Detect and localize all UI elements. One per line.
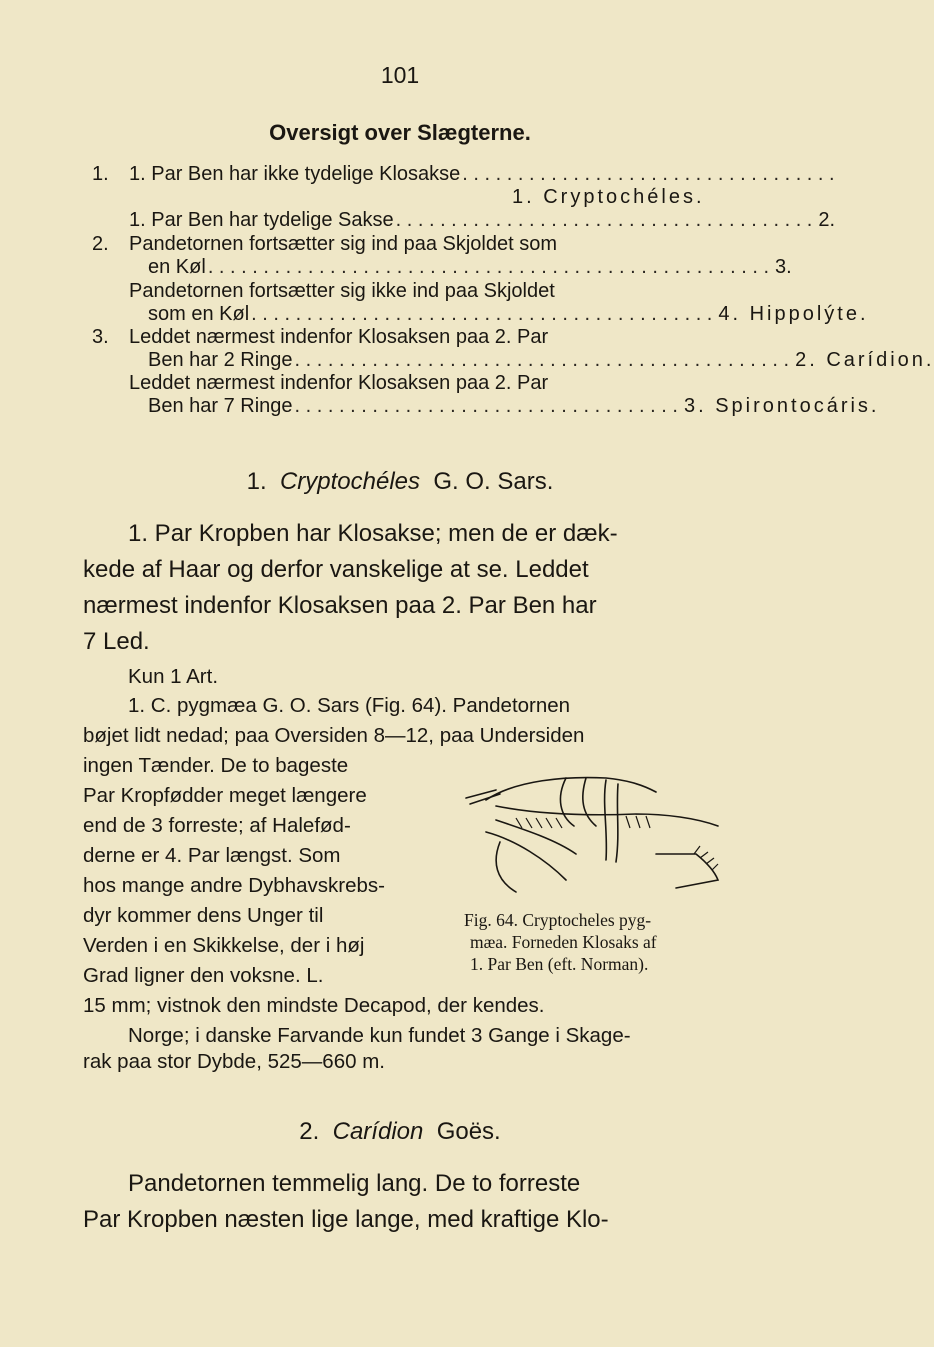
book-page: 101 Oversigt over Slægterne. 1. 1. Par Ben har ikke tydelige Klosakse . . . . . . . . . . . . . . . . . . . . . . . . . . . . . . . . . . 1. Cryptochéles. 1. Par Ben har tydelige Sakse . . . . . . . . . . . . . . . . . . . . . . . . . . . . . . . . . . . . . . 2. 2. Pandetornen fortsætter sig ind paa Skjoldet som en Køl . . . . . . . . . . . . . . . . . . . . . . . . . . . . . . . . . . . . . . . . . . . . . . . . . . . 3. Pandetornen fortsætter sig ikke ind paa Skjoldet som en Køl . . . . . . . . . . . . . . . . . . . . . . . . . . . . . . . . . . . . . . . . . . 4. Hippolýte. 3. Leddet nærmest indenfor Klosaksen paa 2. Par Ben har 2 Ringe . . . . . . . . . . . . . . . . . . . . . . . . . . . . . . . . . . . . . . . . . . . . . 2. Carídion. Leddet nærmest indenfor Klosaksen paa 2. Par Ben har 7 Ringe . . . . . . . . . . . . . . . . . . . . . . . . . . . . . . . . . . . 3. Spirontocáris. 1. Cryptochéles G. O. Sars. 1. Par Kropben har Klosakse; men de er dæk- kede af Haar og derfor vanskelige at se. Leddet nærmest indenfor Klosaksen paa 2. Par Ben har 7 Led. Kun 1 Art. 1. C. pygmæa G. O. Sars (Fig. 64). Pandetornen bøjet lidt nedad; paa Oversiden 8—12, paa Undersiden ingen Tænder. De to bageste Par Kropfødder meget længere end de 3 forreste; af Halefød- derne er 4. Par længst. Som hos mange andre Dybhavskrebs- dyr kommer dens Unger til Verden i en Skikkelse, der i høj Grad ligner den voksne. L. 15 mm; vistnok den mindste Decapod, der kendes. Norge; i danske Farvande kun fundet 3 Gange i Skage- rak paa stor Dybde, 525—660 m. Fig. 64. Cryptocheles pyg- mæa. Forneden Klosaks af 1. Par Ben (eft. Norman). 2. Carídion Goës. Pandetornen temmelig lang. De to forreste Par Kropben næsten lige lange, med kraftige Klo- (0, 0, 852, 1347)
paragraph-line: derne er 4. Par længst. Som (83, 844, 341, 867)
dot-leader: . . . . . . . . . . . . . . . . . . . . . . . . . . . . . . . . . . (462, 163, 835, 185)
genus-name: Carídion (332, 1118, 424, 1145)
dot-leader: . . . . . . . . . . . . . . . . . . . . . . . . . . . . . . . . . . . . . . . . . . . . . . . . . . . (207, 256, 770, 278)
key-entry-text: Leddet nærmest indenfor Klosaksen paa 2. Par (129, 326, 549, 348)
paragraph-line: Par Kropben næsten lige lange, med kraftige Klo- (83, 1206, 609, 1233)
paragraph-line: kede af Haar og derfor vanskelige at se. Leddet (83, 556, 589, 583)
dot-leader: . . . . . . . . . . . . . . . . . . . . . . . . . . . . . . . . . . . (294, 395, 678, 417)
key-couplet-number: 2. (92, 233, 109, 255)
paragraph-line: 7 Led. (83, 628, 150, 655)
key-entry-text: Pandetornen fortsætter sig ind paa Skjoldet som (129, 233, 558, 255)
paragraph-line: rak paa stor Dybde, 525—660 m. (83, 1050, 385, 1073)
key-entry: Ben har 7 Ringe . . . . . . . . . . . . . . . . . . . . . . . . . . . . . . . . . . . 3. Spirontocáris. (148, 395, 880, 417)
paragraph-line: end de 3 forreste; af Halefød- (83, 814, 351, 837)
key-entry: 1. Par Ben har tydelige Sakse . . . . . . . . . . . . . . . . . . . . . . . . . . . . . . . . . . . . . . 2. (129, 209, 836, 231)
key-entry-text: Leddet nærmest indenfor Klosaksen paa 2. Par (129, 372, 549, 394)
genus-heading: 1. Cryptochéles G. O. Sars. (246, 468, 554, 495)
paragraph-line: Pandetornen temmelig lang. De to forreste (128, 1170, 581, 1197)
key-entry-text: Pandetornen fortsætter sig ikke ind paa Skjoldet (129, 280, 555, 302)
key-title: Oversigt over Slægterne. (269, 120, 531, 145)
paragraph-line: Grad ligner den voksne. L. (83, 964, 324, 987)
key-result: 3. Spirontocáris. (683, 395, 880, 417)
genus-author: G. O. Sars. (433, 468, 554, 495)
paragraph-line: Par Kropfødder meget længere (83, 784, 367, 807)
shrimp-illustration (456, 770, 726, 900)
claw-detail (656, 854, 718, 888)
paragraph-line: 1. Par Kropben har Klosakse; men de er dæk- (128, 520, 618, 547)
key-result: 4. Hippolýte. (718, 303, 869, 325)
paragraph-line: hos mange andre Dybhavskrebs- (83, 874, 385, 897)
key-result: 2. Carídion. (795, 349, 934, 371)
key-result: 1. Cryptochéles. (512, 186, 705, 208)
genus-heading: 2. Carídion Goës. (299, 1118, 501, 1145)
key-entry: en Køl . . . . . . . . . . . . . . . . . . . . . . . . . . . . . . . . . . . . . . . . . . . . . . . . . . . 3. (148, 256, 792, 278)
key-result: 2. (818, 209, 836, 231)
species-count: Kun 1 Art. (128, 665, 219, 688)
rostrum (466, 790, 500, 804)
leg-rear (486, 820, 576, 880)
page-number: 101 (380, 62, 420, 88)
genus-name: Cryptochéles (279, 468, 421, 495)
telson (496, 842, 516, 892)
dot-leader: . . . . . . . . . . . . . . . . . . . . . . . . . . . . . . . . . . . . . . . . . . . . . (294, 349, 790, 371)
key-entry: 1. Par Ben har ikke tydelige Klosakse . . . . . . . . . . . . . . . . . . . . . . . . . . . . . . . . . . (129, 163, 835, 185)
paragraph-line: Norge; i danske Farvande kun fundet 3 Gange i Skage- (128, 1024, 631, 1047)
paragraph-line: dyr kommer dens Unger til (83, 904, 324, 927)
dot-leader: . . . . . . . . . . . . . . . . . . . . . . . . . . . . . . . . . . . . . . . . . . (251, 303, 713, 325)
dot-leader: . . . . . . . . . . . . . . . . . . . . . . . . . . . . . . . . . . . . . . (395, 209, 813, 231)
paragraph-line: nærmest indenfor Klosaksen paa 2. Par Ben har (83, 592, 597, 619)
key-entry: Ben har 2 Ringe . . . . . . . . . . . . . . . . . . . . . . . . . . . . . . . . . . . . . . . . . . . . . 2. Carídion. (148, 349, 934, 371)
paragraph-line: bøjet lidt nedad; paa Oversiden 8—12, paa Undersiden (83, 724, 585, 747)
paragraph-line: ingen Tænder. De to bageste (83, 754, 349, 777)
paragraph-line: Verden i en Skikkelse, der i høj (83, 934, 365, 957)
key-couplet-number: 3. (92, 326, 109, 348)
paragraph-line: 15 mm; vistnok den mindste Decapod, der kendes. (83, 994, 545, 1017)
genus-author: Goës. (436, 1118, 501, 1145)
carapace-outline (486, 778, 656, 800)
paragraph-line: 1. C. pygmæa G. O. Sars (Fig. 64). Pandetornen (128, 694, 571, 717)
key-entry: som en Køl . . . . . . . . . . . . . . . . . . . . . . . . . . . . . . . . . . . . . . . . . . 4. Hippolýte. (148, 303, 869, 325)
appendage-front (560, 778, 596, 826)
key-result: 3. (775, 256, 792, 278)
key-couplet-number: 1. (92, 163, 109, 185)
leg-long (605, 780, 618, 862)
